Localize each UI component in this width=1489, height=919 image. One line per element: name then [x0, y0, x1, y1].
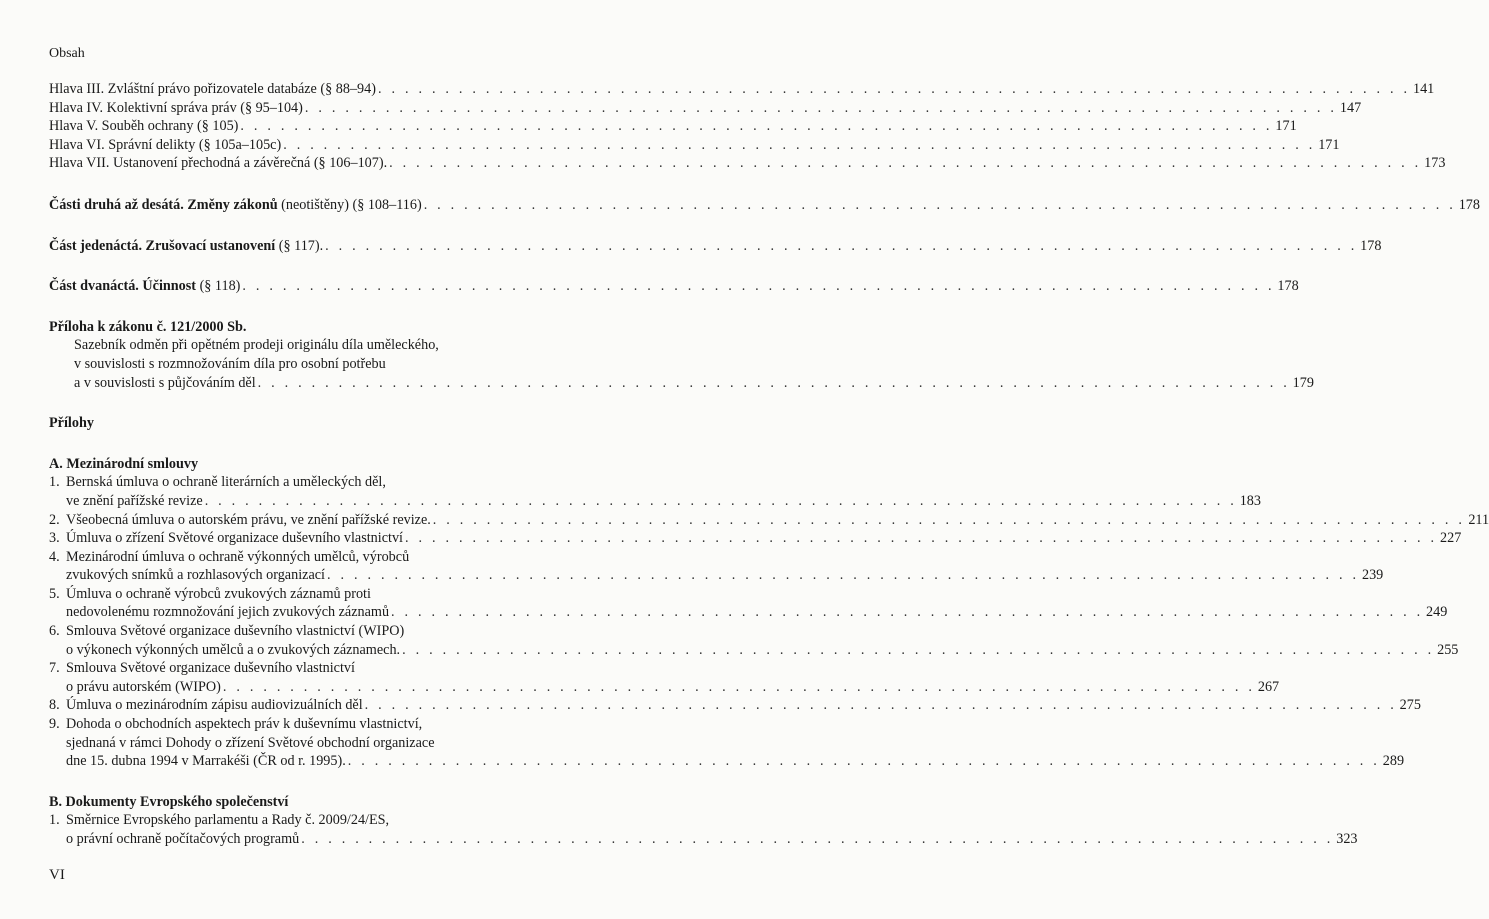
prilohy-heading: Přílohy: [49, 415, 94, 432]
toc-list-item[interactable]: [49, 585, 1448, 622]
toc-entry[interactable]: Hlava VII. Ustanovení přechodná a závěrečná (§ 106–107). . . . 173: [49, 154, 519, 173]
item-number: 7.: [49, 660, 60, 677]
section-b-title: B. Dokumenty Evropského společenství: [49, 793, 289, 810]
annex-line: Sazebník odměn při opětném prodeji originálu díla uměleckého,: [74, 337, 439, 354]
item-page: 289: [1382, 753, 1405, 770]
annex-line: v souvislosti s rozmnožováním díla pro osobní potřebu: [74, 355, 386, 372]
toc-list-item[interactable]: [49, 622, 1459, 659]
toc-list-item[interactable]: [49, 659, 1280, 696]
item-number: 1.: [49, 474, 60, 491]
item-number: 8.: [49, 697, 60, 714]
item-number: 4.: [49, 548, 60, 565]
item-number: 5.: [49, 585, 60, 602]
annex-title: Příloha k zákonu č. 121/2000 Sb.: [49, 318, 247, 335]
toc-list-item[interactable]: [49, 529, 1462, 548]
item-text-line: Úmluva o zřízení Světové organizace duševního vlastnictví: [66, 530, 403, 547]
section-a-title: A. Mezinárodní smlouvy: [49, 455, 199, 472]
toc-list-item[interactable]: [49, 811, 1358, 848]
item-text-line: Úmluva o mezinárodním zápisu audiovizuálních děl: [66, 697, 363, 714]
item-text-line: o výkonech výkonných umělců a o zvukových záznamech.: [66, 641, 401, 658]
item-text-line: zvukových snímků a rozhlasových organizací: [66, 567, 325, 584]
toc-entry[interactable]: Hlava III. Zvláštní právo pořizovatele databáze (§ 88–94) . . . 141: [49, 80, 519, 99]
item-text-line: dne 15. dubna 1994 v Marrakéši (ČR od r. 1995).: [66, 753, 346, 770]
item-number: 3.: [49, 530, 60, 547]
toc-list-item[interactable]: [49, 715, 1405, 771]
item-text-line: o právu autorském (WIPO): [66, 678, 221, 695]
page-number: VI: [49, 867, 65, 883]
item-page: 275: [1399, 697, 1421, 714]
item-page: 211: [1468, 511, 1489, 528]
toc-list-item[interactable]: [49, 696, 1421, 715]
item-page: 183: [1239, 492, 1261, 509]
toc-entry-part-11[interactable]: Část jedenáctá. Zrušovací ustanovení (§ 117). . . . 178: [49, 237, 519, 256]
item-text-line: o právní ochraně počítačových programů: [66, 831, 300, 847]
toc-top-list: [49, 80, 1446, 173]
toc-page: [49, 46, 1489, 849]
item-text-line: Dohoda o obchodních aspektech práv k duševnímu vlastnictví,: [66, 716, 423, 733]
item-text-line: Bernská úmluva o ochraně literárních a uměleckých děl,: [66, 474, 386, 491]
item-page: 255: [1437, 641, 1459, 658]
toc-entry[interactable]: Hlava V. Souběh ochrany (§ 105) . . . 171: [49, 117, 519, 136]
item-text-line: Mezinárodní úmluva o ochraně výkonných umělců, výrobců: [66, 548, 410, 565]
item-text-line: Úmluva o ochraně výrobců zvukových záznamů proti: [66, 585, 371, 602]
item-page: 227: [1440, 530, 1462, 547]
annex-block[interactable]: [49, 318, 1314, 392]
running-header: Obsah: [49, 46, 85, 61]
item-text-line: Smlouva Světové organizace duševního vlastnictví: [66, 660, 355, 677]
toc-entry-part-12[interactable]: Část dvanáctá. Účinnost (§ 118) . . . 178: [49, 277, 519, 296]
annex-last-line: a v souvislosti s půjčováním děl . . . 179: [74, 374, 519, 393]
item-text-line: Všeobecná úmluva o autorském právu, ve znění pařížské revize.: [66, 511, 431, 528]
toc-list-item[interactable]: [49, 473, 1261, 510]
item-number: 9.: [49, 716, 60, 733]
item-text-line: sjednaná v rámci Dohody o zřízení Světové obchodní organizace: [66, 734, 435, 751]
section-b-list: [49, 811, 1358, 848]
item-number: 2.: [49, 511, 60, 528]
item-text-line: ve znění pařížské revize: [66, 492, 203, 509]
item-number: 6.: [49, 623, 60, 640]
item-page: 267: [1257, 678, 1280, 695]
item-text-line: Směrnice Evropského parlamentu a Rady č. 2009/24/ES,: [66, 812, 390, 829]
item-text-line: Smlouva Světové organizace duševního vlastnictví (WIPO): [66, 623, 405, 640]
section-a-list: [49, 473, 1489, 771]
item-number: 1.: [49, 812, 60, 829]
item-page: 323: [1336, 831, 1358, 847]
item-page: 249: [1426, 604, 1448, 621]
toc-list-item[interactable]: [49, 548, 1384, 585]
item-text-line: nedovolenému rozmnožování jejich zvukových záznamů: [66, 604, 390, 621]
toc-entry[interactable]: Hlava IV. Kolektivní správa práv (§ 95–104) . . . 147: [49, 99, 519, 118]
toc-entry-part-2-10[interactable]: Části druhá až desátá. Změny zákonů (neotištěny) (§ 108–116) . . . 178: [49, 196, 519, 215]
toc-entry[interactable]: Hlava VI. Správní delikty (§ 105a–105c) . . . 171: [49, 136, 519, 155]
item-page: 239: [1361, 567, 1384, 584]
toc-list-item[interactable]: [49, 511, 1489, 530]
